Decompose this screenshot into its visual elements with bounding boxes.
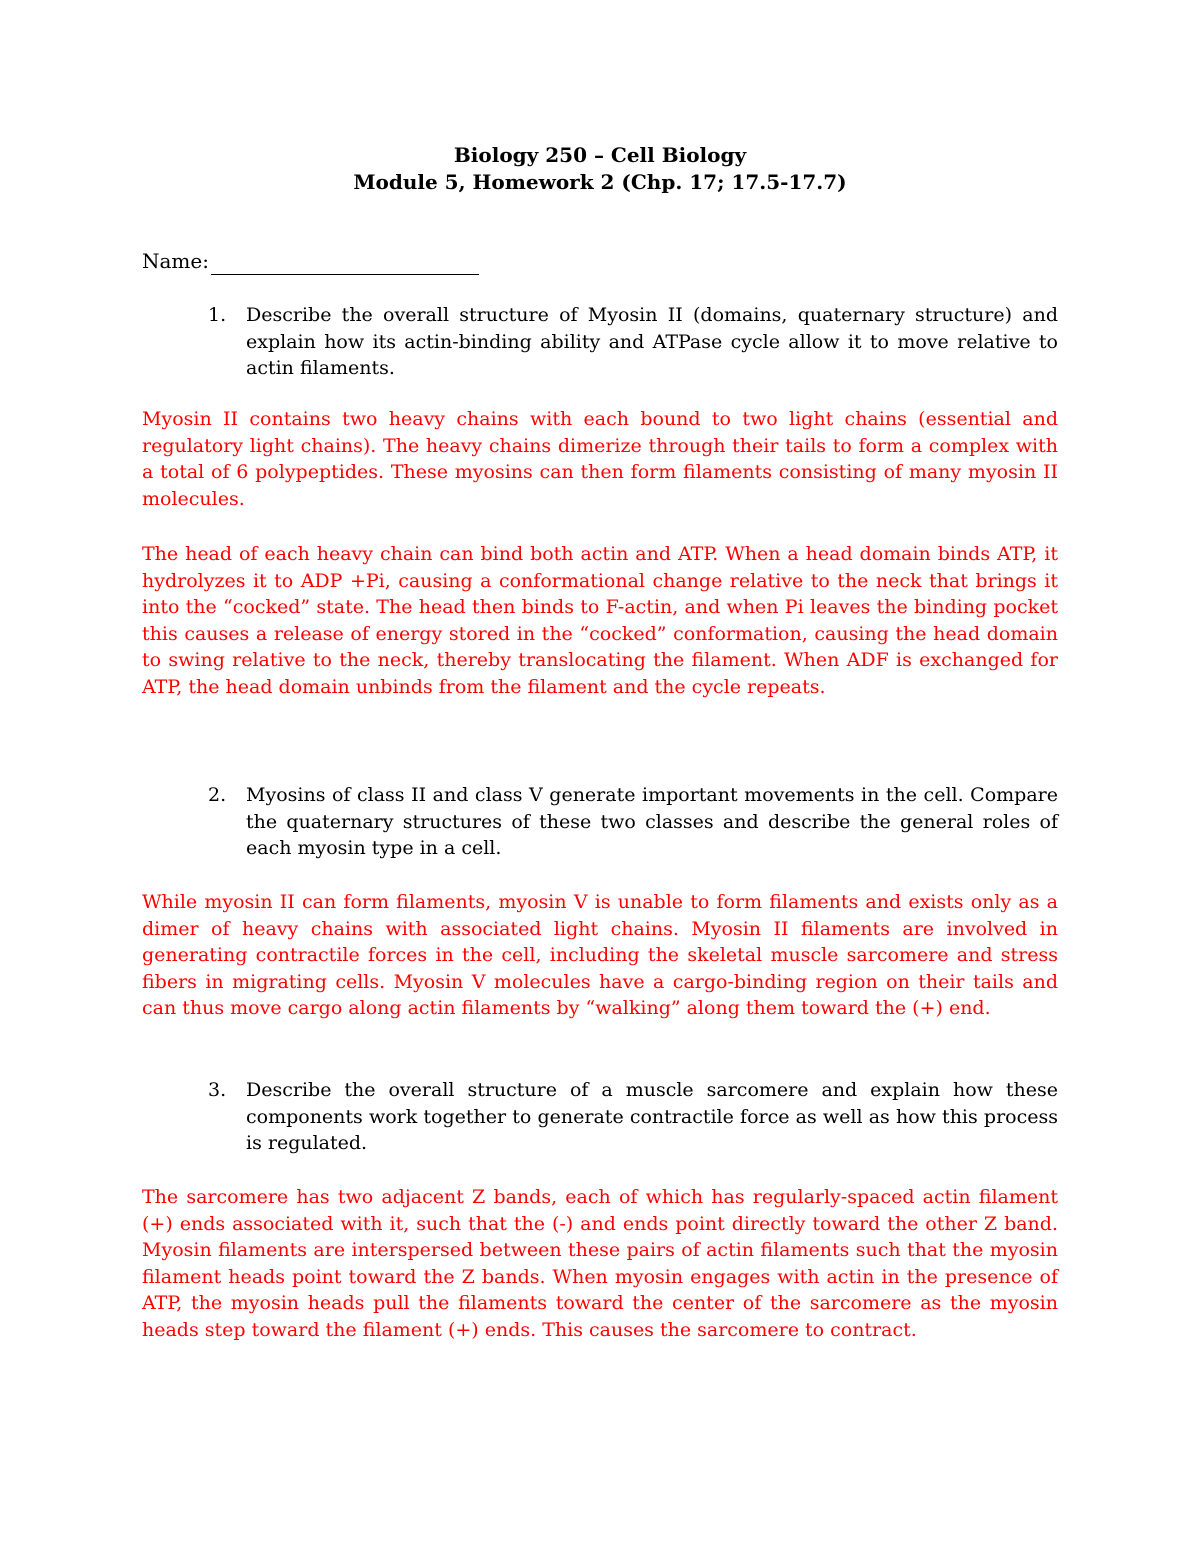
answer-3-paragraph-1: The sarcomere has two adjacent Z bands, each of which has regularly-spaced actin filament (+) ends associated with it, such that the (-) and ends point directly toward the other Z band. Myosin filaments are interspersed between these pairs of actin filaments such that the myosin filament heads point toward the Z bands. When myosin engages with actin in the presence of ATP, the myosin heads pull the filaments toward the center of the sarcomere as the myosin heads step toward the filament (+) ends. This causes the sarcomere to contract. — [142, 1186, 1058, 1341]
question-number: 1. — [208, 304, 227, 326]
answer-1-paragraph-1: Myosin II contains two heavy chains with each bound to two light chains (essential and regulatory light chains). The heavy chains dimerize through their tails to form a complex with a total of 6 polypeptides. These myosins can then form filaments consisting of many myosin II molecules. — [142, 408, 1058, 510]
answer-2-paragraph-1: While myosin II can form filaments, myosin V is unable to form filaments and exists only as a dimer of heavy chains with associated light chains. Myosin II filaments are involved in generating contractile forces in the cell, including the skeletal muscle sarcomere and stress fibers in migrating cells. Myosin V molecules have a cargo-binding region on their tails and can thus move cargo along actin filaments by “walking” along them toward the (+) end. — [142, 891, 1058, 1019]
question-1 — [208, 302, 1058, 382]
question-3 — [208, 1077, 1058, 1157]
question-2 — [208, 782, 1058, 862]
question-text: Describe the overall structure of a muscle sarcomere and explain how these components work together to generate contractile force as well as how this process is regulated. — [246, 1079, 1058, 1154]
name-label: Name: — [142, 249, 209, 273]
answer-1-paragraph-2: The head of each heavy chain can bind both actin and ATP. When a head domain binds ATP, it hydrolyzes it to ADP +Pi, causing a conformational change relative to the neck that brings it into the “cocked” state. The head then binds to F-actin, and when Pi leaves the binding pocket this causes a release of energy stored in the “cocked” conformation, causing the head domain to swing relative to the neck, thereby translocating the filament. When ADF is exchanged for ATP, the head domain unbinds from the filament and the cycle repeats. — [142, 543, 1058, 698]
name-field-row — [142, 248, 479, 275]
document-subtitle: Module 5, Homework 2 (Chp. 17; 17.5-17.7) — [353, 170, 847, 194]
question-text: Describe the overall structure of Myosin II (domains, quaternary structure) and explain how its actin-binding ability and ATPase cycle allow it to move relative to actin filaments. — [246, 304, 1058, 379]
question-text: Myosins of class II and class V generate important movements in the cell. Compare the quaternary structures of these two classes and describe the general roles of each myosin type in a cell. — [246, 784, 1058, 859]
question-number: 3. — [208, 1079, 227, 1101]
question-number: 2. — [208, 784, 227, 806]
name-blank-line — [211, 252, 479, 275]
document-title: Biology 250 – Cell Biology — [453, 143, 747, 167]
